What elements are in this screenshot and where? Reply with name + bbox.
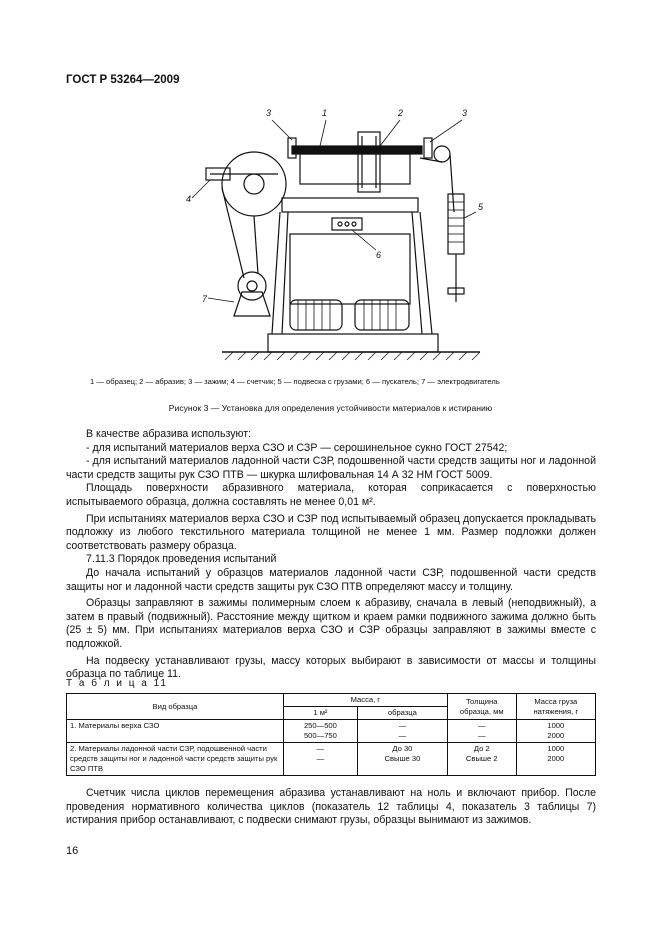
paragraph: До начала испытаний у образцов материалов ладонной части СЗР, подошвенной части средств защиты ног и ладонной части средств защиты рук СЗО ПТВ определяют массу и толщину.	[66, 566, 596, 593]
page-number: 16	[66, 845, 79, 857]
sample-strip	[292, 146, 422, 154]
col-load: Масса груза натяжения, г	[516, 694, 595, 720]
paragraph: Площадь поверхности абразивного материала, которая соприкасается с поверхностью испытываемого образца, должна составлять не менее 0,01 м².	[66, 482, 596, 508]
figure-legend: 1 — образец; 2 — абразив; 3 — зажим; 4 — счетчик; 5 — подвеска с грузами; 6 — пускатель; 7 — электродвигатель	[90, 377, 500, 386]
table-label: Т а б л и ц а 11	[66, 678, 168, 689]
col-kind: Вид образца	[67, 694, 284, 720]
col-mass: Масса, г	[283, 694, 447, 707]
starter-box	[332, 218, 362, 230]
paragraph: Счетчик числа циклов перемещения абразива устанавливают на ноль и включают прибор. После проведения нормативного количества циклов (показатель 12 таблицы 4, показатель 3 таблицы 7) истирания прибор останавливают, с подвески снимают грузы, образцы вынимают из зажимов.	[66, 787, 596, 827]
closing-text	[66, 787, 596, 828]
paragraph: - для испытаний материалов ладонной части СЗР, подошвенной части средств защиты ног и ладонной части средств защиты рук СЗО ПТВ — шкурка шлифовальная 14 А 32 НМ ГОСТ 5009.	[66, 455, 596, 481]
motor-pulley	[238, 272, 266, 300]
figure-caption: Рисунок 3 — Установка для определения устойчивости материалов к истиранию	[168, 403, 493, 413]
machine-body	[290, 234, 410, 304]
abrasive-carriage	[300, 154, 410, 184]
col-per-m2: 1 м²	[283, 707, 357, 720]
callout-5: 5	[478, 202, 484, 212]
table-11	[66, 693, 596, 776]
col-sample: образца	[357, 707, 447, 720]
section-heading: 7.11.3 Порядок проведения испытаний	[86, 553, 277, 566]
col-thickness: Толщина образца, мм	[447, 694, 516, 720]
ground-hatch	[225, 352, 480, 360]
table-row: 1. Материалы верха СЗО 250—500 500—750 — — — — 1000 2000	[67, 720, 596, 743]
callout-2: 2	[398, 108, 404, 118]
document-header: ГОСТ Р 53264—2009	[66, 74, 180, 86]
callout-3-right: 3	[462, 108, 468, 118]
paragraph: Образцы заправляют в зажимы полимерным слоем к абразиву, сначала в левый (неподвижный), а затем в правый (подвижный). Расстояние между щитком и краем рамки подвижного зажима должно быть (25 ± 5) мм. При испытаниях материалов верха СЗО и СЗР образцы заправляют в зажимы вместе с подложкой.	[66, 597, 596, 650]
callout-7: 7	[202, 294, 208, 304]
table-row: 2. Материалы ладонной части СЗР, подошвенной части средств защиты ног и ладонной части средств защиты рук СЗО ПТВ — — До 30 Свыше 30 До 2 Свыше 2 1000 2000	[67, 743, 596, 776]
callout-3-left: 3	[266, 108, 272, 118]
paragraph: При испытаниях материалов верха СЗО и СЗР под испытываемый образец допускается прокладывать подложку из любого текстильного материала толщиной не менее 1 мм. Размер подложки должен соответствовать размеру образца.	[66, 512, 596, 552]
paragraph: - для испытаний материалов верха СЗО и СЗР — серошинельное сукно ГОСТ 27542;	[86, 441, 508, 454]
paragraph: В качестве абразива используют:	[86, 428, 252, 440]
abrasion-apparatus-diagram	[180, 102, 490, 370]
right-pulley	[434, 146, 450, 162]
callout-6: 6	[376, 250, 382, 260]
weight-stack	[448, 194, 464, 254]
callout-4: 4	[186, 194, 192, 204]
large-pulley	[222, 152, 286, 216]
body-text	[66, 428, 596, 682]
base-frame	[268, 334, 438, 352]
paragraph: На подвеску устанавливают грузы, массу которых выбирают в зависимости от массы и толщины образца по таблице 11.	[66, 654, 596, 681]
callout-1: 1	[322, 108, 328, 118]
